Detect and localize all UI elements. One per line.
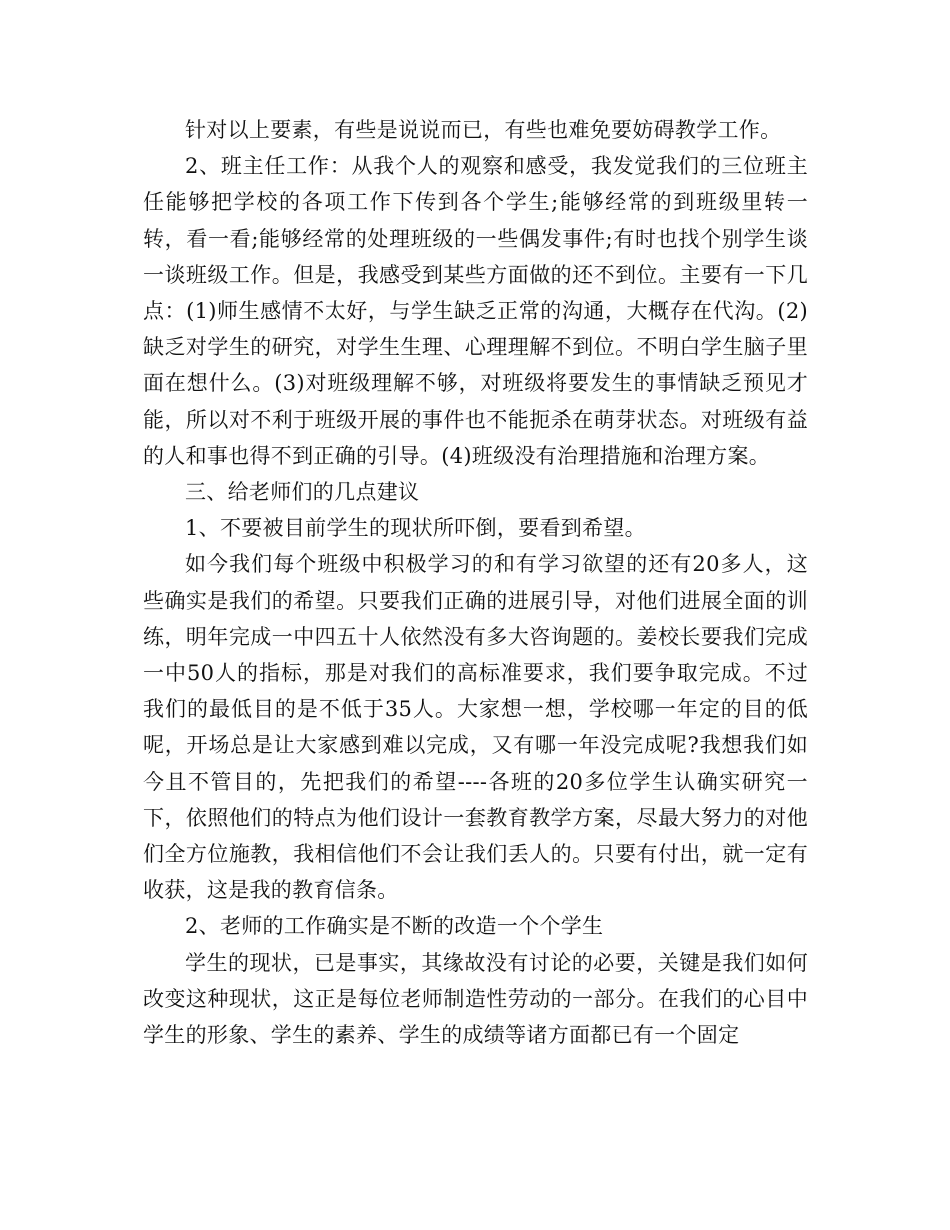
paragraph-student-status: 学生的现状，已是事实，其缘故没有讨论的必要，关键是我们如何改变这种现状，这正是每位老师制造性劳动的一部分。在我们的心目中学生的形象、学生的素养、学生的成绩等诸方面都已有一个固定 bbox=[143, 950, 808, 1048]
document-body bbox=[143, 112, 808, 1053]
paragraph-head-teacher-work: 2、班主任工作：从我个人的观察和感受，我发觉我们的三位班主任能够把学校的各项工作下传到各个学生;能够经常的到班级里转一转，看一看;能够经常的处理班级的一些偶发事件;有时也找个别学生谈一谈班级工作。但是，我感受到某些方面做的还不到位。主要有一下几点：(1)师生感情不太好，与学生缺乏正常的沟通，大概存在代沟。(2)缺乏对学生的研究，对学生生理、心理理解不到位。不明白学生脑子里面在想什么。(3)对班级理解不够，对班级将要发生的事情缺乏预见才能，所以对不利于班级开展的事件也不能扼杀在萌芽状态。对班级有益的人和事也得不到正确的引导。(4)班级没有治理措施和治理方案。 bbox=[143, 154, 808, 468]
subheading-teacher-work: 2、老师的工作确实是不断的改造一个个学生 bbox=[185, 914, 604, 939]
paragraph-interference-note: 针对以上要素，有些是说说而已，有些也难免要妨碍教学工作。 bbox=[185, 118, 782, 142]
section-heading-suggestions: 三、给老师们的几点建议 bbox=[185, 480, 420, 505]
paragraph-hope-students: 如今我们每个班级中积极学习的和有学习欲望的还有20多人，这些确实是我们的希望。只要我们正确的进展引导，对他们进展全面的训练，明年完成一中四五十人依然没有多大咨询题的。姜校长要我们完成一中50人的指标，那是对我们的高标准要求，我们要争取完成。不过我们的最低目的是不低于35人。大家想一想，学校哪一年定的目的低呢，开场总是让大家感到难以完成，又有哪一年没完成呢?我想我们如今且不管目的，先把我们的希望----各班的20多位学生认确实研究一下，依照他们的特点为他们设计一套教育教学方案，尽最大努力的对他们全方位施教，我相信他们不会让我们丢人的。只要有付出，就一定有收获，这是我的教育信条。 bbox=[143, 552, 808, 903]
subheading-see-hope: 1、不要被目前学生的现状所吓倒，要看到希望。 bbox=[185, 516, 646, 541]
